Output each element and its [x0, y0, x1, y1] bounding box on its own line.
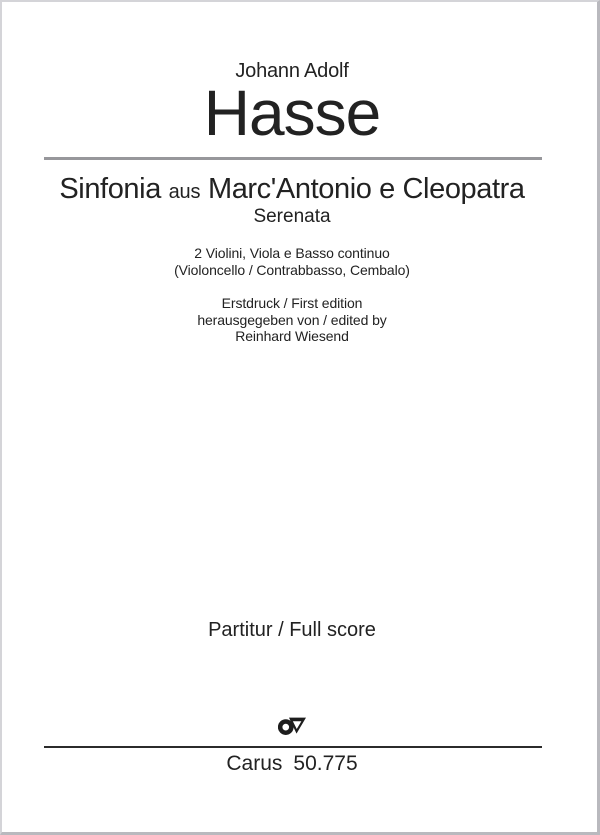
work-subtitle: Serenata	[253, 206, 331, 227]
edition-block	[42, 295, 542, 345]
header-divider-rule	[44, 157, 542, 160]
carus-cv-logo-icon	[278, 714, 306, 737]
work-title-main: Sinfonia	[59, 173, 161, 205]
footer-divider-rule	[44, 746, 542, 748]
work-title-connector: aus	[168, 181, 201, 203]
composer-first-name: Johann Adolf	[235, 60, 349, 82]
scoring-line-1: 2 Violini, Viola e Basso continuo	[194, 245, 390, 261]
editor-name: Reinhard Wiesend	[235, 328, 349, 344]
work-title-opera: Marc'Antonio e Cleopatra	[207, 173, 525, 205]
catalog-number: 50.775	[293, 752, 358, 775]
scoring-line-2: (Violoncello / Contrabbasso, Cembalo)	[174, 261, 410, 278]
scoring-block	[42, 245, 542, 278]
publisher-name: Carus	[226, 752, 283, 775]
edition-line-2: herausgegeben von / edited by	[197, 311, 387, 328]
format-label: Partitur / Full score	[208, 619, 376, 641]
catalog-line	[42, 750, 542, 777]
composer-last-name: Hasse	[203, 77, 381, 149]
edition-line-1: Erstdruck / First edition	[221, 295, 363, 311]
publisher-logo-area	[42, 714, 542, 738]
